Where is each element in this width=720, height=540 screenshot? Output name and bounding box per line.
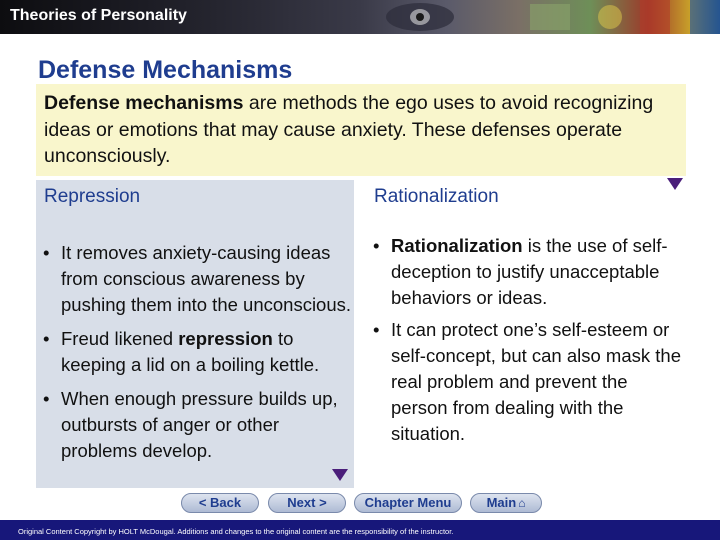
home-icon: ⌂	[518, 496, 526, 510]
definition-term: Defense mechanisms	[44, 92, 244, 114]
bullet-bold-term: repression	[178, 328, 273, 349]
next-button[interactable]: Next >	[268, 493, 346, 513]
column-heading-rationalization: Rationalization	[374, 186, 499, 207]
list-item	[43, 386, 355, 464]
bullet-text-before: Freud likened	[61, 328, 179, 349]
bullet-bold-term: Rationalization	[391, 235, 523, 256]
list-item	[43, 326, 355, 378]
app-title: Theories of Personality	[10, 7, 187, 24]
footer-copyright: Original Content Copyright by HOLT McDougal. Additions and changes to the original content are the responsibility of the instructor.	[18, 527, 454, 536]
repression-bullet-list	[43, 240, 355, 464]
top-banner	[0, 0, 720, 34]
main-button-label: Main	[486, 495, 517, 510]
chapter-menu-button[interactable]: Chapter Menu	[354, 493, 462, 513]
page-title: Defense Mechanisms	[38, 56, 293, 84]
main-button[interactable]	[470, 493, 542, 513]
back-button[interactable]: < Back	[181, 493, 259, 513]
triangle-marker-icon	[667, 178, 683, 190]
definition-rest: are methods the ego uses to avoid recognizing ideas or emotions that may cause anxiety. These defenses operate unconsciously.	[44, 92, 654, 167]
bullet-text: It can protect one’s self-esteem or self-concept, but can also mask the real problem and prevent the person from dealing with the situation.	[391, 319, 681, 444]
column-heading-repression: Repression	[44, 186, 141, 207]
bullet-text-after: is the use of self-deception to justify unacceptable behaviors or ideas.	[391, 235, 668, 308]
definition-text	[44, 90, 674, 170]
list-item	[373, 317, 683, 447]
rationalization-bullet-list	[373, 233, 683, 447]
bullet-text: It removes anxiety-causing ideas from conscious awareness by pushing them into the unconscious.	[61, 242, 352, 315]
bullet-text: When enough pressure builds up, outbursts of anger or other problems develop.	[61, 388, 338, 461]
bullet-text-after: to keeping a lid on a boiling kettle.	[61, 328, 320, 375]
triangle-marker-icon	[332, 469, 348, 481]
list-item	[43, 240, 355, 318]
list-item	[373, 233, 683, 311]
